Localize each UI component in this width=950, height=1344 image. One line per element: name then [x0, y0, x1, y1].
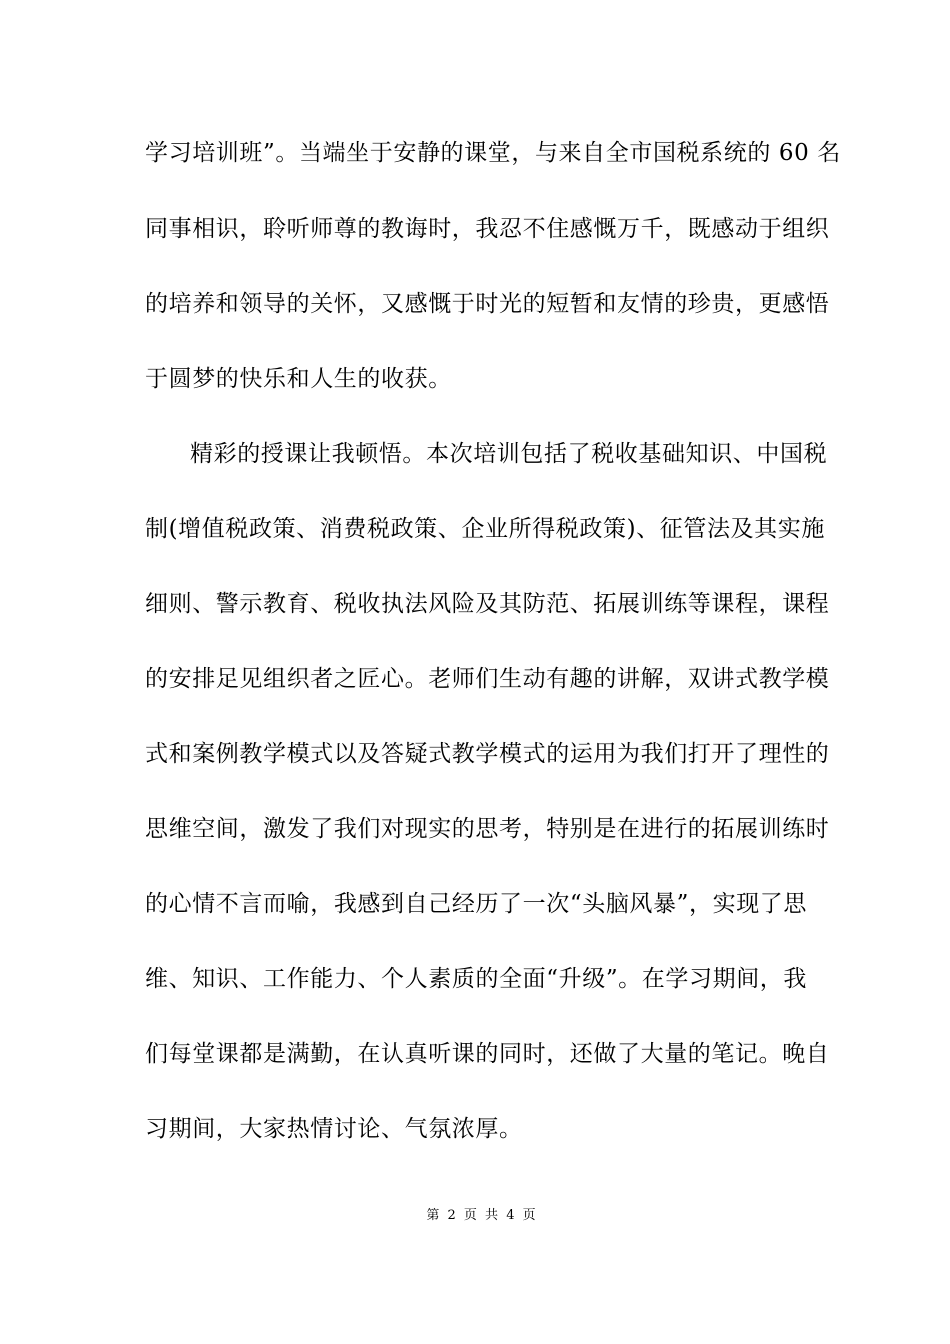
paragraph-line: 习期间，大家热情讨论、气氛浓厚。: [145, 1116, 523, 1142]
paragraph-line: 制(增值税政策、消费税政策、企业所得税政策)、征管法及其实施: [145, 516, 825, 542]
paragraph-line: 的培养和领导的关怀，又感慨于时光的短暂和友情的珍贵，更感悟: [145, 291, 830, 317]
paragraph-line: 思维空间，激发了我们对现实的思考，特别是在进行的拓展训练时: [145, 816, 830, 842]
paragraph-line: 式和案例教学模式以及答疑式教学模式的运用为我们打开了理性的: [145, 741, 830, 767]
paragraph-line: 们每堂课都是满勤，在认真听课的同时，还做了大量的笔记。晚自: [145, 1041, 830, 1067]
paragraph-line: 的心情不言而喻，我感到自己经历了一次“头脑风暴”，实现了思: [145, 891, 807, 917]
paragraph-line: 学习培训班”。当端坐于安静的课堂，与来自全市国税系统的 60 名: [145, 140, 841, 166]
paragraph-line: 维、知识、工作能力、个人素质的全面“升级”。在学习期间，我: [145, 966, 807, 992]
paragraph-line: 细则、警示教育、税收执法风险及其防范、拓展训练等课程，课程: [145, 591, 830, 617]
paragraph-line: 同事相识，聆听师尊的教诲时，我忍不住感慨万千，既感动于组织: [145, 216, 830, 242]
paragraph-line: 的安排足见组织者之匠心。老师们生动有趣的讲解，双讲式教学模: [145, 666, 830, 692]
page-number: 第 2 页 共 4 页: [426, 1208, 538, 1223]
paragraph-line: 精彩的授课让我顿悟。本次培训包括了税收基础知识、中国税: [190, 441, 828, 467]
paragraph-line: 于圆梦的快乐和人生的收获。: [145, 366, 452, 392]
